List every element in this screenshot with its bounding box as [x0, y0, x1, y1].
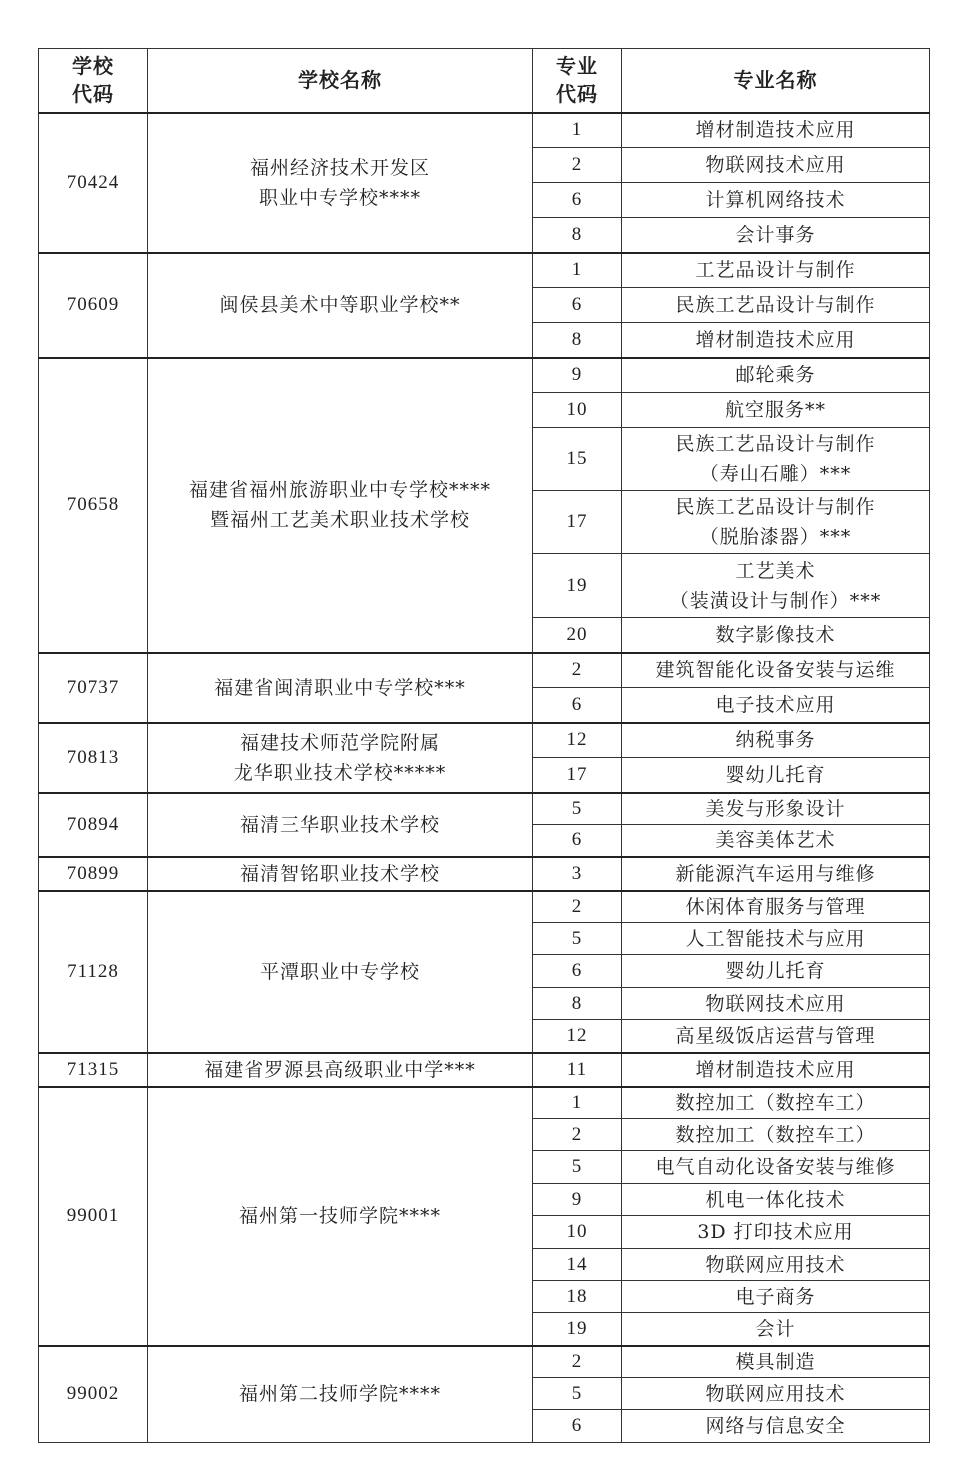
major-name-cell — [622, 758, 930, 793]
school-name-cell — [148, 653, 533, 723]
major-name-cell — [622, 1053, 930, 1087]
major-name-cell — [622, 891, 930, 923]
school-name-line: 龙华职业技术学校***** — [233, 761, 447, 784]
school-name-line: 福清三华职业技术学校 — [239, 813, 440, 836]
school-name-cell — [148, 253, 533, 358]
school-name-cell — [148, 891, 533, 1053]
major-code-cell: 10 — [533, 393, 622, 428]
school-name-line: 职业中专学校**** — [258, 186, 421, 209]
major-code-cell: 3 — [533, 857, 622, 891]
major-name-line: 模具制造 — [735, 1350, 816, 1373]
major-code-cell: 14 — [533, 1249, 622, 1281]
table-body — [39, 113, 930, 1443]
major-name-cell — [622, 857, 930, 891]
major-code-cell: 1 — [533, 253, 622, 288]
major-name-line: 电子技术应用 — [715, 693, 836, 716]
major-name-line: 会计事务 — [735, 223, 816, 246]
major-name-line: （装潢设计与制作）*** — [669, 589, 882, 612]
major-name-line: 数控加工（数控车工） — [675, 1123, 876, 1146]
school-name-line: 暨福州工艺美术职业技术学校 — [209, 509, 470, 531]
school-name-line: 闽侯县美术中等职业学校** — [219, 294, 461, 316]
major-name-line: 建筑智能化设备安装与运维 — [655, 659, 896, 682]
major-name-cell — [622, 1249, 930, 1281]
school-code-cell: 71128 — [39, 891, 148, 1053]
school-name-line: 福州第二技师学院**** — [238, 1383, 441, 1406]
major-name-line: 增材制造技术应用 — [695, 328, 856, 351]
school-name-line: 福清智铭职业技术学校 — [239, 862, 440, 885]
table-row — [39, 723, 930, 758]
major-name-cell — [622, 491, 930, 554]
major-name-cell — [622, 1184, 930, 1216]
school-name-line: 福建技术师范学院附属 — [239, 731, 440, 754]
header-major-code-line1: 专业 — [556, 54, 598, 79]
header-school-code-line1: 学校 — [72, 54, 114, 79]
school-major-table — [38, 48, 930, 1443]
school-name-cell — [148, 1087, 533, 1346]
major-name-cell — [622, 113, 930, 148]
major-name-line: 民族工艺品设计与制作 — [675, 433, 876, 455]
table-row — [39, 891, 930, 923]
major-name-cell — [622, 1281, 930, 1313]
major-name-cell — [622, 923, 930, 955]
major-name-line: 数控加工（数控车工） — [675, 1091, 876, 1114]
major-name-cell — [622, 988, 930, 1020]
major-code-cell: 19 — [533, 554, 622, 618]
school-code-cell: 99002 — [39, 1346, 148, 1443]
major-name-line: （脱胎漆器）*** — [699, 526, 852, 548]
major-name-line: 物联网技术应用 — [705, 154, 846, 176]
header-school-code-line2: 代码 — [72, 82, 114, 107]
major-name-cell — [622, 618, 930, 653]
major-code-cell: 6 — [533, 1410, 622, 1443]
major-code-cell: 8 — [533, 218, 622, 253]
major-name-cell — [622, 358, 930, 393]
school-name-line: 福建省闽清职业中专学校*** — [214, 676, 466, 699]
major-code-cell: 10 — [533, 1216, 622, 1249]
school-code-cell: 70894 — [39, 793, 148, 857]
major-code-cell: 6 — [533, 288, 622, 323]
major-code-cell: 15 — [533, 428, 622, 491]
school-name-cell — [148, 723, 533, 793]
school-name-cell — [148, 113, 533, 253]
major-name-line: 民族工艺品设计与制作 — [675, 496, 876, 518]
major-name-line: 3D 打印技术应用 — [697, 1221, 854, 1243]
major-name-line: 数字影像技术 — [715, 623, 836, 646]
major-code-cell: 2 — [533, 148, 622, 183]
major-name-cell — [622, 1151, 930, 1184]
school-name-line: 福州经济技术开发区 — [249, 156, 430, 179]
major-code-cell: 5 — [533, 923, 622, 955]
major-name-cell — [622, 253, 930, 288]
school-name-cell — [148, 1053, 533, 1087]
major-name-line: 物联网技术应用 — [705, 992, 846, 1015]
major-code-cell: 20 — [533, 618, 622, 653]
school-name-cell — [148, 857, 533, 891]
school-code-cell: 70609 — [39, 253, 148, 358]
major-name-line: （寿山石雕）*** — [699, 463, 852, 485]
major-name-line: 美容美体艺术 — [715, 829, 836, 852]
header-major-code — [533, 49, 622, 113]
major-name-line: 机电一体化技术 — [705, 1188, 846, 1211]
table-row — [39, 793, 930, 825]
major-name-cell — [622, 1378, 930, 1410]
major-name-cell — [622, 393, 930, 428]
major-code-cell: 19 — [533, 1313, 622, 1346]
major-code-cell: 18 — [533, 1281, 622, 1313]
major-name-cell — [622, 1087, 930, 1119]
major-name-cell — [622, 554, 930, 618]
school-code-cell: 70737 — [39, 653, 148, 723]
major-name-line: 民族工艺品设计与制作 — [675, 294, 876, 316]
major-code-cell: 2 — [533, 891, 622, 923]
school-code-cell: 70424 — [39, 113, 148, 253]
major-name-line: 高星级饭店运营与管理 — [675, 1024, 876, 1047]
major-code-cell: 9 — [533, 1184, 622, 1216]
school-name-line: 福建省福州旅游职业中专学校**** — [188, 479, 491, 501]
major-name-cell — [622, 148, 930, 183]
major-code-cell: 17 — [533, 491, 622, 554]
major-name-line: 邮轮乘务 — [735, 364, 816, 387]
table-row — [39, 1053, 930, 1087]
major-name-line: 航空服务** — [724, 399, 826, 421]
header-major-name: 专业名称 — [622, 49, 930, 113]
major-code-cell: 9 — [533, 358, 622, 393]
major-name-line: 物联网应用技术 — [705, 1382, 846, 1405]
major-name-cell — [622, 1216, 930, 1249]
major-name-line: 增材制造技术应用 — [695, 119, 856, 142]
major-name-cell — [622, 653, 930, 688]
major-code-cell: 6 — [533, 688, 622, 723]
major-name-cell — [622, 183, 930, 218]
major-name-line: 美发与形象设计 — [705, 797, 846, 820]
major-name-line: 工艺美术 — [735, 559, 816, 582]
table-row — [39, 1346, 930, 1378]
school-name-cell — [148, 793, 533, 857]
header-row — [39, 49, 930, 113]
major-code-cell: 11 — [533, 1053, 622, 1087]
major-name-line: 休闲体育服务与管理 — [685, 895, 866, 918]
major-name-cell — [622, 323, 930, 358]
major-name-cell — [622, 723, 930, 758]
school-name-line: 平潭职业中专学校 — [259, 960, 420, 983]
school-name-line: 福建省罗源县高级职业中学*** — [204, 1058, 476, 1081]
major-name-line: 婴幼儿托育 — [725, 763, 826, 786]
major-code-cell: 1 — [533, 1087, 622, 1119]
table-row — [39, 358, 930, 393]
major-code-cell: 2 — [533, 1119, 622, 1151]
school-name-cell — [148, 358, 533, 653]
major-name-line: 婴幼儿托育 — [725, 960, 826, 982]
major-name-cell — [622, 1410, 930, 1443]
major-name-cell — [622, 955, 930, 988]
major-code-cell: 1 — [533, 113, 622, 148]
school-name-cell — [148, 1346, 533, 1443]
major-name-line: 计算机网络技术 — [705, 189, 846, 211]
major-code-cell: 8 — [533, 323, 622, 358]
major-code-cell: 12 — [533, 1020, 622, 1053]
major-code-cell: 6 — [533, 955, 622, 988]
major-name-cell — [622, 1313, 930, 1346]
major-code-cell: 2 — [533, 653, 622, 688]
school-code-cell: 70813 — [39, 723, 148, 793]
major-code-cell: 12 — [533, 723, 622, 758]
major-name-line: 工艺品设计与制作 — [695, 259, 856, 282]
major-name-line: 会计 — [755, 1317, 796, 1340]
major-name-cell — [622, 218, 930, 253]
school-code-cell: 70658 — [39, 358, 148, 653]
major-name-cell — [622, 1020, 930, 1053]
school-code-cell: 70899 — [39, 857, 148, 891]
major-code-cell: 5 — [533, 1378, 622, 1410]
major-name-cell — [622, 288, 930, 323]
major-name-cell — [622, 1346, 930, 1378]
major-name-cell — [622, 688, 930, 723]
table-row — [39, 253, 930, 288]
major-name-line: 网络与信息安全 — [705, 1415, 846, 1437]
school-name-line: 福州第一技师学院**** — [238, 1205, 441, 1227]
table-row — [39, 653, 930, 688]
major-name-cell — [622, 825, 930, 857]
major-name-line: 电气自动化设备安装与维修 — [655, 1156, 896, 1178]
major-name-line: 纳税事务 — [735, 729, 816, 752]
major-code-cell: 17 — [533, 758, 622, 793]
major-name-cell — [622, 1119, 930, 1151]
major-code-cell: 2 — [533, 1346, 622, 1378]
school-code-cell: 71315 — [39, 1053, 148, 1087]
major-name-line: 新能源汽车运用与维修 — [675, 862, 876, 885]
major-code-cell: 5 — [533, 1151, 622, 1184]
major-code-cell: 6 — [533, 183, 622, 218]
major-code-cell: 8 — [533, 988, 622, 1020]
header-school-code — [39, 49, 148, 113]
major-name-line: 增材制造技术应用 — [695, 1058, 856, 1081]
major-name-cell — [622, 428, 930, 491]
table-row — [39, 113, 930, 148]
major-code-cell: 6 — [533, 825, 622, 857]
table-row — [39, 1087, 930, 1119]
major-name-line: 物联网应用技术 — [705, 1253, 846, 1276]
header-school-name: 学校名称 — [148, 49, 533, 113]
table-row — [39, 857, 930, 891]
school-code-cell: 99001 — [39, 1087, 148, 1346]
major-name-cell — [622, 793, 930, 825]
major-name-line: 人工智能技术与应用 — [685, 927, 866, 950]
header-major-code-line2: 代码 — [556, 82, 598, 107]
major-code-cell: 5 — [533, 793, 622, 825]
major-name-line: 电子商务 — [735, 1285, 816, 1308]
